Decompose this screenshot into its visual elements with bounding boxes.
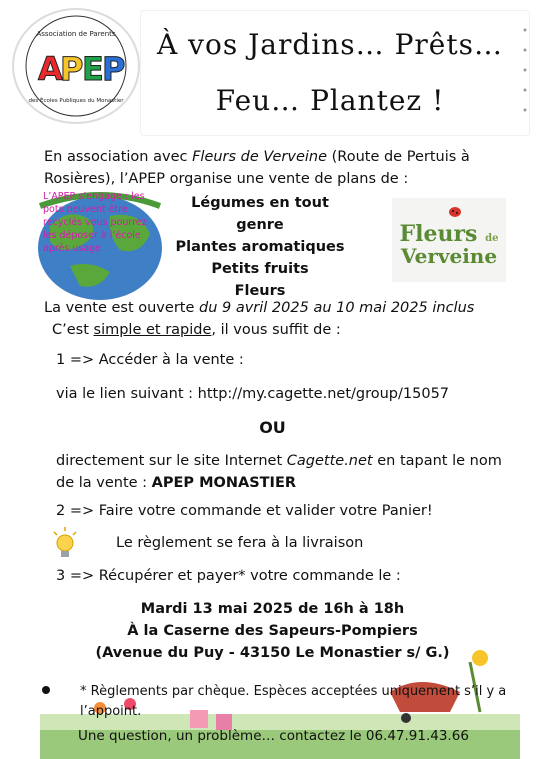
intro-part1: En association avec [44,149,193,165]
payment-terms: * Règlements par chèque. Espèces acceptées uniquement s’il y a l’appoint. [80,684,507,719]
pickup-place: À la Caserne des Sapeurs-Pompiers [127,623,418,639]
svg-text:A: A [38,50,63,88]
simple-prefix: C’est [52,322,94,338]
page-title-line2: Feu… Plantez ! [215,84,445,117]
direct-part1: directement sur le site Internet [56,453,287,469]
svg-text:P: P [60,50,84,88]
sale-dates: du 9 avril 2025 au 10 mai 2025 inclus [199,300,475,316]
sale-period [44,300,474,316]
svg-text:des Écoles Publiques du Monast: des Écoles Publiques du Monastier [28,98,124,104]
svg-text:P: P [102,50,126,88]
svg-text:E: E [82,50,104,88]
apep-logo [12,8,140,124]
step-3: 3 => Récupérer et payer* votre commande le : [56,568,401,584]
page-title-line1: À vos Jardins… Prêts… [157,28,503,61]
product-item: Fleurs [234,283,286,299]
recycling-message: L’APEP s’engage : les pots peuvent être recyclés vous pourrez les déposer à l’école après usage [43,191,147,254]
decorative-dots-icon [520,20,530,130]
product-list [170,192,350,302]
brand-line2: Verveine [400,244,498,268]
simple-emph: simple et rapide [93,322,212,338]
ladybug-icon [448,205,462,217]
contact-line: Une question, un problème… contactez le 06.47.91.43.66 [78,728,469,744]
site-name: Cagette.net [286,453,373,469]
cagette-link[interactable]: via le lien suivant : http://my.cagette.net/group/15057 [56,386,450,402]
direct-part2: en tapant le nom de la vente : [56,453,502,491]
sale-name: APEP MONASTIER [151,475,297,491]
intro-text [44,146,514,190]
pickup-address: (Avenue du Puy - 43150 Le Monastier s/ G.) [95,645,450,661]
apep-logo-icon [14,10,138,122]
product-item: Petits fruits [211,261,309,277]
brand-name-text: Fleurs [399,221,478,247]
intro-part2: (Route de Pertuis à Rosières), l’APEP organise une vente de plans de : [44,149,470,187]
note-bullet [42,686,50,694]
pickup-date: Mardi 13 mai 2025 de 16h à 18h [140,601,405,617]
svg-text:Association de Parents: Association de Parents [36,30,116,38]
step-1: 1 => Accéder à la vente : [56,352,244,368]
or-separator: OU [259,418,286,437]
simple-text [52,322,341,338]
brand-de-text: de [485,233,499,244]
simple-suffix: , il vous suffit de : [211,322,341,338]
product-item: Plantes aromatiques [175,239,345,255]
step-2: 2 => Faire votre commande et valider votre Panier! [56,503,433,519]
product-item: Légumes en tout genre [191,195,329,233]
payment-note: Le règlement se fera à la livraison [116,535,364,551]
lightbulb-icon [50,526,80,562]
direct-site-text [56,450,506,494]
sale-prefix: La vente est ouverte [44,300,199,316]
partner-name: Fleurs de Verveine [192,149,328,165]
